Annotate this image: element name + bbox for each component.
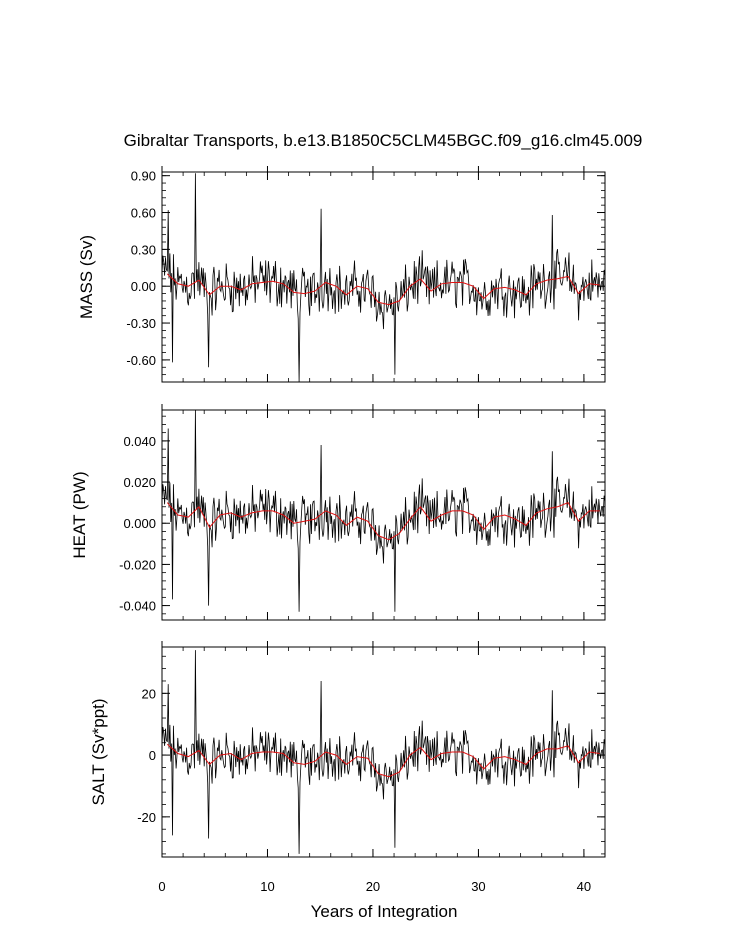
series-salt bbox=[162, 650, 605, 854]
ylabel-mass: MASS (Sv) bbox=[77, 234, 96, 320]
x-tick-label: 10 bbox=[260, 879, 275, 894]
monthly-line-salt bbox=[162, 650, 605, 854]
series-heat bbox=[162, 410, 605, 612]
y-tick-label-salt: -20 bbox=[137, 809, 156, 825]
ylabel-heat: HEAT (PW) bbox=[70, 471, 89, 559]
y-tick-label-heat: -0.040 bbox=[119, 598, 156, 614]
x-tick-label: 40 bbox=[576, 879, 592, 894]
x-tick-label: 0 bbox=[158, 879, 166, 894]
monthly-line-heat bbox=[162, 410, 605, 612]
series-mass bbox=[162, 173, 605, 382]
chart-title: Gibraltar Transports, b.e13.B1850C5CLM45BGC.f09_g16.clm45.009 bbox=[123, 131, 643, 150]
y-tick-label-mass: 0.90 bbox=[130, 168, 156, 184]
y-tick-label-mass: 0.30 bbox=[130, 242, 156, 258]
y-tick-label-salt: 20 bbox=[141, 686, 156, 702]
x-tick-label: 20 bbox=[365, 879, 381, 894]
x-axis-label: Years of Integration bbox=[310, 902, 458, 921]
x-tick-label: 30 bbox=[471, 879, 486, 894]
x-tick-labels bbox=[158, 879, 591, 894]
y-tick-label-heat: 0.040 bbox=[123, 433, 156, 449]
y-tick-label-heat: 0.020 bbox=[123, 475, 156, 491]
y-tick-label-mass: 0.00 bbox=[130, 279, 156, 295]
y-tick-label-mass: -0.30 bbox=[126, 316, 156, 332]
panel-salt bbox=[89, 641, 605, 857]
panel-mass bbox=[77, 166, 605, 382]
y-tick-label-heat: 0.000 bbox=[123, 516, 156, 532]
plot-frame-heat bbox=[162, 410, 605, 620]
panel-heat bbox=[70, 404, 605, 620]
monthly-line-mass bbox=[162, 173, 605, 382]
y-tick-label-mass: 0.60 bbox=[130, 205, 156, 221]
y-tick-label-mass: -0.60 bbox=[126, 352, 156, 368]
ylabel-salt: SALT (Sv*ppt) bbox=[89, 698, 108, 806]
y-tick-label-salt: 0 bbox=[148, 748, 156, 764]
y-tick-label-heat: -0.020 bbox=[119, 557, 156, 573]
